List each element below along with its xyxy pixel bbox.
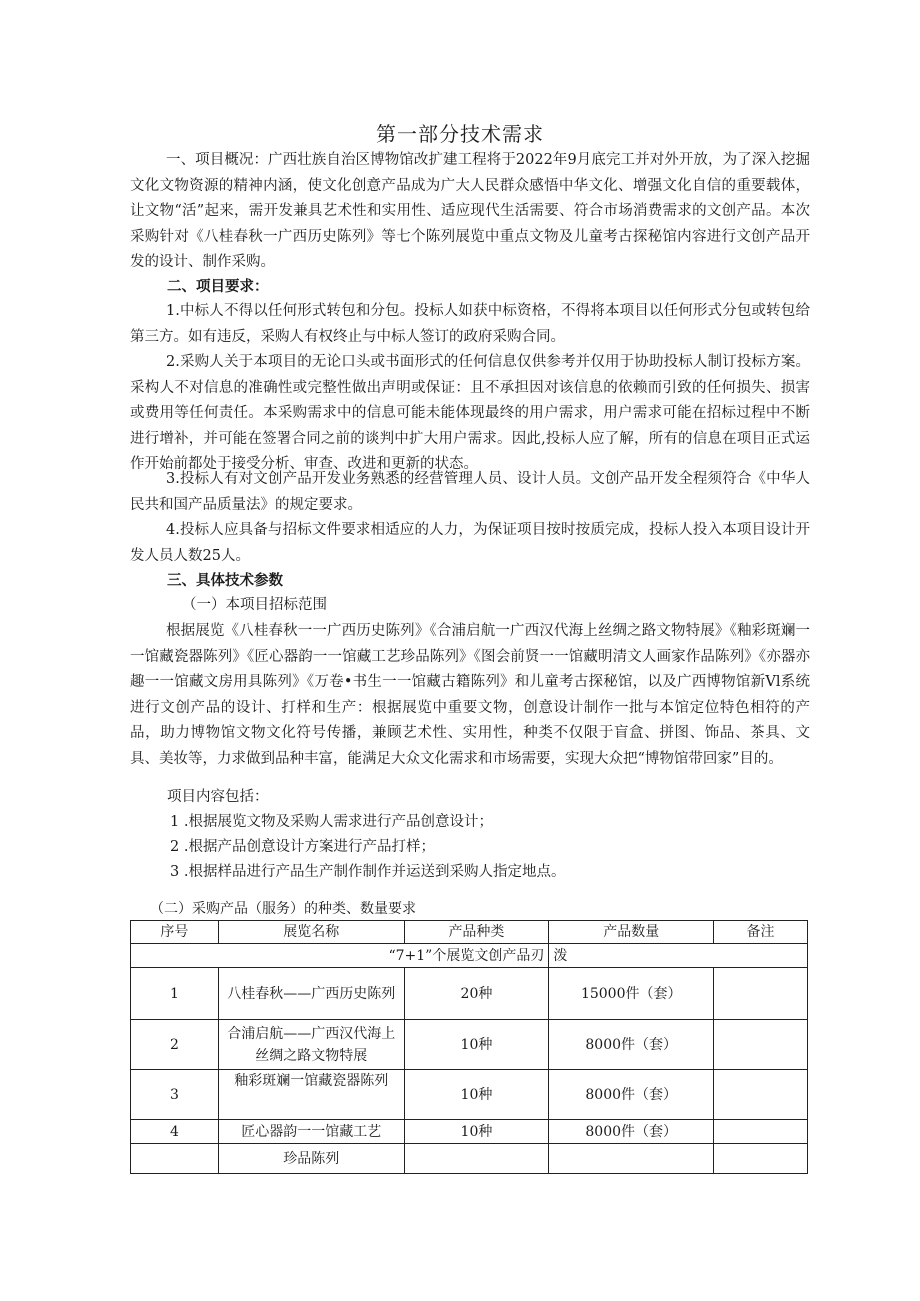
table-header-row <box>131 921 808 944</box>
row-no: 2 <box>131 1020 219 1070</box>
row-note <box>714 1020 808 1070</box>
header-qty: 产品数量 <box>549 921 714 944</box>
group-label-right: 泼 <box>549 944 808 968</box>
header-name: 展览名称 <box>218 921 404 944</box>
requirement-1: 1.中标人不得以任何形式转包和分包。投标人如获中标资格，不得将本项目以任何形式分包或转包给第三方。如有违反，采购人有权终止与中标人签订的政府采购合同。 <box>130 303 810 345</box>
row-qty: 15000件（套） <box>549 968 714 1020</box>
content-item-3: 3 .根据样品进行产品生产制作制作并运送到采购人指定地点。 <box>170 864 566 880</box>
row-kinds: 10种 <box>404 1120 549 1144</box>
content-item-2: 2 .根据产品创意设计方案进行产品打样； <box>170 839 435 855</box>
row-no: 3 <box>131 1070 219 1120</box>
table-group-row <box>131 944 808 968</box>
content-heading: 项目内容包括： <box>167 789 269 805</box>
row-name: 八桂春秋——广西历史陈列 <box>218 968 404 1020</box>
table-caption: （二）采购产品（服务）的种类、数量要求 <box>150 901 416 917</box>
scope-heading: （一）本项目招标范围 <box>182 597 327 613</box>
row-kinds: 10种 <box>404 1020 549 1070</box>
requirement-2: 2.采购人关于本项目的无论口头或书面形式的任何信息仅供参考并仅用于协助投标人制订投标方案。采构人不对信息的准确性或完整性做出声明或保证：且不承担因对该信息的依赖而引致的任何损失、损害或费用等任何责任。本采购需求中的信息可能未能体现最终的用户需求，用户需求可能在招标过程中不断进行增补，并可能在签署合同之前的谈判中扩大用户需求。因此,投标人应了解，所有的信息在项目正式运作开始前都处于接受分析、审查、改进和更新的状态。 <box>130 354 810 472</box>
requirement-3: 3.投标人有对文创产品开发业务熟悉的经营管理人员、设计人员。文创产品开发全程须符合《中华人民共和国产品质量法》的规定要求。 <box>130 471 810 513</box>
row-kinds <box>404 1144 549 1174</box>
row-no <box>131 1144 219 1174</box>
table-row <box>131 1120 808 1144</box>
row-no: 4 <box>131 1120 219 1144</box>
row-kinds: 20种 <box>404 968 549 1020</box>
overview-paragraph: 一、项目概况：广西壮族自治区博物馆改扩建工程将于2022年9月底完工并对外开放，为了深入挖掘文化文物资源的精神内涵，使文化创意产品成为广大人民群众感悟中华文化、增强文化自信的重要载体，让文物“活”起来，需开发兼具艺术性和实用性、适应现代生活需要、符合市场消费需求的文创产品。本次采购针对《八桂春秋一广西历史陈列》等七个陈列展览中重点文物及儿童考古探秘馆内容进行文创产品开发的设计、制作采购。 <box>130 152 810 270</box>
row-qty: 8000件（套） <box>549 1070 714 1120</box>
row-name: 合浦启航——广西汉代海上丝绸之路文物特展 <box>218 1020 404 1070</box>
row-note <box>714 968 808 1020</box>
header-kinds: 产品种类 <box>404 921 549 944</box>
row-name-continued: 珍品陈列 <box>218 1144 404 1174</box>
row-note <box>714 1144 808 1174</box>
procurement-table <box>130 920 808 1174</box>
row-qty: 8000件（套） <box>549 1120 714 1144</box>
group-label-left: “7+1”个展览文创产品刃 <box>131 944 549 968</box>
requirement-4: 4.投标人应具备与招标文件要求相适应的人力，为保证项目按时按质完成，投标人投入本项目设计开发人员人数25人。 <box>130 522 810 564</box>
table-row <box>131 1144 808 1174</box>
table-row <box>131 968 808 1020</box>
header-note: 备注 <box>714 921 808 944</box>
row-note <box>714 1070 808 1120</box>
scope-paragraph: 根据展览《八桂春秋一一广西历史陈列》《合浦启航一广西汉代海上丝绸之路文物特展》《釉彩斑斓一一馆藏瓷器陈列》《匠心器韵一一馆藏工艺珍品陈列》《图会前贤一一馆藏明清文人画家作品陈列》《亦器亦趣一一馆藏文房用具陈列》《万卷•书生一一馆藏古籍陈列》和儿童考古探秘馆，以及广西博物馆新Vl系统进行文创产品的设计、打样和生产：根据展览中重要文物，创意设计制作一批与本馆定位特色相符的产品，助力博物馆文物文化符号传播，兼顾艺术性、实用性，种类不仅限于盲盒、拼图、饰品、茶具、文具、美妆等，力求做到品种丰富，能满足大众文化需求和市场需要，实现大众把“博物馆带回家”目的。 <box>130 623 810 767</box>
table-row <box>131 1070 808 1120</box>
header-no: 序号 <box>131 921 219 944</box>
table-row <box>131 1020 808 1070</box>
row-no: 1 <box>131 968 219 1020</box>
row-name: 匠心器韵一一馆藏工艺 <box>218 1120 404 1144</box>
page-title: 第一部分技术需求 <box>376 122 544 146</box>
row-name: 釉彩斑斓一馆藏瓷器陈列 <box>218 1070 404 1120</box>
tech-params-heading: 三、具体技术参数 <box>167 572 283 589</box>
content-item-1: 1 .根据展览文物及采购人需求进行产品创意设计； <box>170 814 493 830</box>
row-qty: 8000件（套） <box>549 1020 714 1070</box>
row-note <box>714 1120 808 1144</box>
requirements-heading: 二、项目要求： <box>167 278 269 295</box>
row-kinds: 10种 <box>404 1070 549 1120</box>
row-qty <box>549 1144 714 1174</box>
